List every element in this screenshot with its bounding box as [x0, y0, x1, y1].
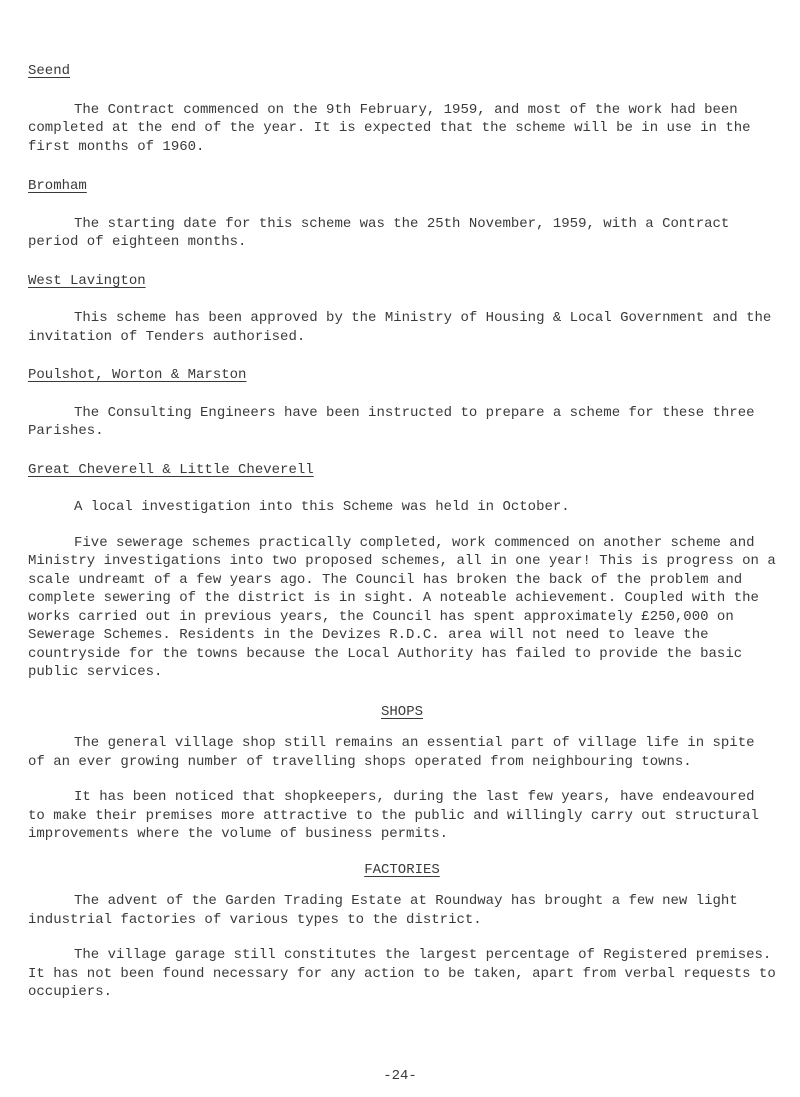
section-factories [28, 861, 776, 1002]
shops-heading: SHOPS [380, 703, 423, 720]
factories-heading: FACTORIES [364, 861, 440, 878]
section-poulshot [28, 366, 776, 441]
shops-paragraph-2: It has been noticed that shopkeepers, during the last few years, have endeavoured to make their premises more attractive to the public and willingly carry out structural improvements where the volume of business permits. [28, 789, 759, 842]
section-cheverell [28, 461, 776, 682]
section-heading [28, 703, 776, 722]
section-west-lavington [28, 272, 776, 347]
west-lavington-paragraph: This scheme has been approved by the Ministry of Housing & Local Government and the invitation of Tenders authorised. [28, 310, 772, 345]
cheverell-paragraph-1: A local investigation into this Scheme was held in October. [74, 499, 570, 515]
section-heading [28, 272, 776, 291]
west-lavington-heading: West Lavington [28, 272, 146, 289]
factories-paragraph-1: The advent of the Garden Trading Estate at Roundway has brought a few new light industrial factories of various types to the district. [28, 893, 738, 928]
document-page [28, 62, 776, 1002]
cheverell-heading: Great Cheverell & Little Cheverell [28, 461, 314, 478]
seend-paragraph: The Contract commenced on the 9th February, 1959, and most of the work had been completed at the end of the year. It is expected that the scheme will be in use in the first months of 1960. [28, 101, 751, 155]
section-heading [28, 366, 776, 385]
page-number: -24- [383, 1068, 417, 1084]
section-bromham [28, 177, 776, 252]
bromham-heading: Bromham [28, 178, 87, 194]
seend-heading: Seend [28, 63, 71, 79]
poulshot-heading: Poulshot, Worton & Marston [28, 367, 247, 383]
section-seend [28, 62, 776, 156]
bromham-paragraph: The starting date for this scheme was the 25th November, 1959, with a Contract period of eighteen months. [28, 215, 730, 250]
factories-paragraph-2: The village garage still constitutes the largest percentage of Registered premises. It has not been found necessary for any action to be taken, apart from verbal requests to occupiers. [28, 947, 776, 1000]
section-heading [28, 861, 776, 880]
section-heading [28, 62, 776, 81]
section-heading [28, 177, 776, 196]
cheverell-paragraph-2: Five sewerage schemes practically completed, work commenced on another scheme and Ministry investigations into two proposed schemes, all in one year! This is progress on a scale undreamt of a few years ago. The Council has broken the back of the problem and complete sewering of the district is in sight. A noteable achievement. Coupled with the works carried out in previous years, the Council has spent approximately £250,000 on Sewerage Schemes. Residents in the Devizes R.D.C. area will not need to leave the countryside for the towns because the Local Authority has failed to provide the basic public services. [28, 534, 776, 680]
section-heading [28, 461, 776, 480]
section-shops [28, 703, 776, 844]
poulshot-paragraph: The Consulting Engineers have been instructed to prepare a scheme for these three Parishes. [28, 404, 755, 439]
shops-paragraph-1: The general village shop still remains an essential part of village life in spite of an ever growing number of travelling shops operated from neighbouring towns. [28, 735, 755, 770]
